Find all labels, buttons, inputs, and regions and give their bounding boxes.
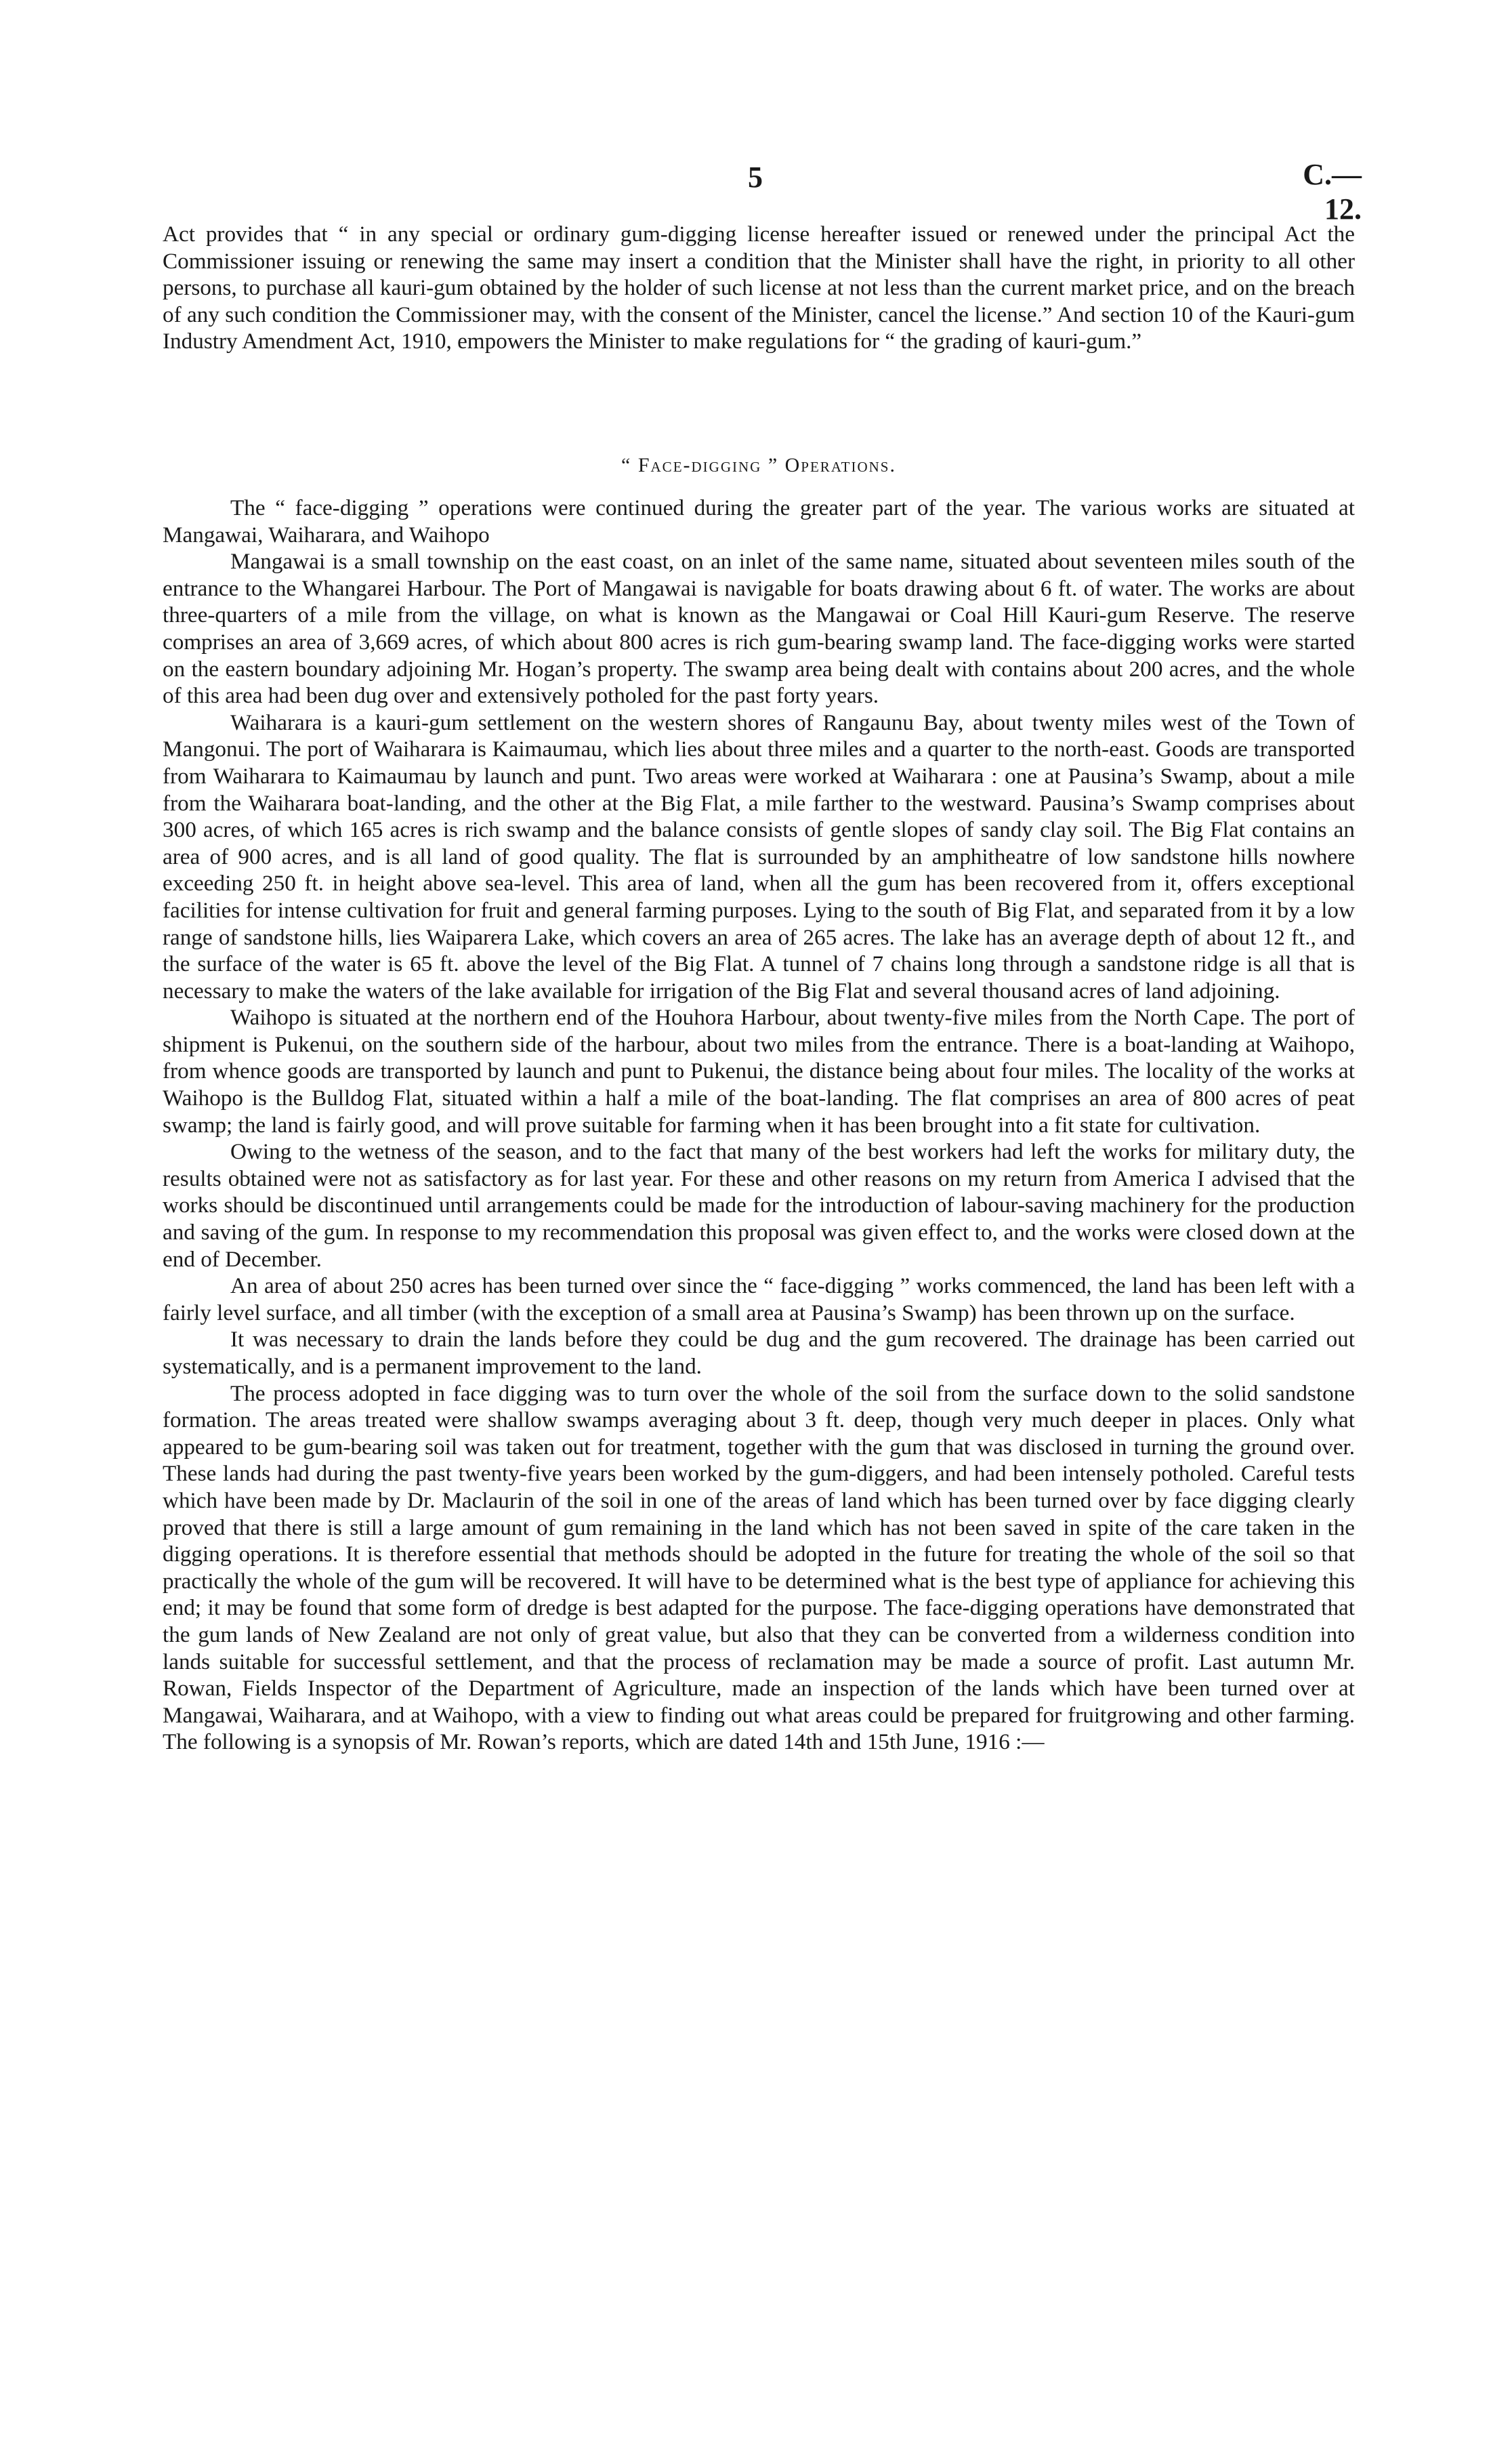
section-heading: “ Face-digging ” Operations. (621, 454, 896, 476)
paragraph-drainage: It was necessary to drain the lands before they could be dug and the gum recovered. The drainage has been carried out systematically, and is a permanent improvement to the land. (163, 1327, 1355, 1379)
section-text-block (163, 495, 1355, 1756)
paragraph-season-results: Owing to the wetness of the season, and to the fact that many of the best workers had left the works for military duty, the results obtained were not as satisfactory as for last year. For these and other reasons on my return from America I advised that the works should be discontinued until arrangements could be made for the introduction of labour-saving machinery for the production and saving of the gum. In response to my recommendation this proposal was given effect to, and the works were closed down at the end of December. (163, 1139, 1355, 1272)
document-reference: C.—12. (1303, 158, 1362, 226)
paragraph-mangawai: Mangawai is a small township on the east coast, on an inlet of the same name, situated about seventeen miles south of the entrance to the Whangarei Harbour. The Port of Mangawai is navigable for boats drawing about 6 ft. of water. The works are about three-quarters of a mile from the village, on what is known as the Mangawai or Coal Hill Kauri-gum Reserve. The reserve comprises an area of 3,669 acres, of which about 800 acres is rich gum-bearing swamp land. The face-digging works were started on the eastern boundary adjoining Mr. Hogan’s property. The swamp area being dealt with contains about 200 acres, and the whole of this area had been dug over and extensively potholed for the past forty years. (163, 549, 1355, 709)
paragraph-operations-overview: The “ face-digging ” operations were continued during the greater part of the year. The various works are situated at Mangawai, Waiharara, and Waihopo (163, 495, 1355, 548)
page-number: 5 (748, 161, 763, 194)
paragraph-waihopo: Waihopo is situated at the northern end of the Houhora Harbour, about twenty-five miles from the North Cape. The port of shipment is Pukenui, on the southern side of the harbour, about two miles from the entrance. There is a boat-landing at Waihopo, from whence goods are transported by launch and punt to Pukenui, the distance being about four miles. The locality of the works at Waihopo is the Bulldog Flat, situated within a half a mile of the boat-landing. The flat comprises an area of 800 acres of peat swamp; the land is fairly good, and will prove suitable for farming when it has been brought into a fit state for cultivation. (163, 1005, 1355, 1138)
paragraph-process: The process adopted in face digging was to turn over the whole of the soil from the surface down to the solid sandstone formation. The areas treated were shallow swamps averaging about 3 ft. deep, though very much deeper in places. Only what appeared to be gum-bearing soil was taken out for treatment, together with the gum that was disclosed in turning the ground over. These lands had during the past twenty-five years been worked by the gum-diggers, and had been intensely potholed. Careful tests which have been made by Dr. Maclaurin of the soil in one of the areas of land which has been turned over by face digging clearly proved that there is still a large amount of gum remaining in the land which has not been saved in spite of the care taken in the digging operations. It is therefore essential that methods should be adopted in the future for treating the whole of the soil so that practically the whole of the gum will be recovered. It will have to be determined what is the best type of appliance for achieving this end; it may be found that some form of dredge is best adapted for the purpose. The face-digging operations have demonstrated that the gum lands of New Zealand are not only of great value, but also that they can be converted from a wilderness condition into lands suitable for successful settlement, and that the process of reclamation may be made a source of profit. Last autumn Mr. Rowan, Fields Inspector of the Department of Agriculture, made an inspection of the lands which have been turned over at Mangawai, Waiharara, and at Waihopo, with a view to finding out what areas could be prepared for fruitgrowing and other farming. The following is a synopsis of Mr. Rowan’s reports, which are dated 14th and 15th June, 1916 :— (163, 1380, 1355, 1755)
intro-text-block (163, 221, 1355, 355)
paragraph-act-provisions: Act provides that “ in any special or ordinary gum-digging license hereafter issued or renewed under the principal Act the Commissioner issuing or renewing the same may insert a condition that the Minister shall have the right, in priority to all other persons, to purchase all kauri-gum obtained by the holder of such license at not less than the current market price, and on the breach of any such condition the Commissioner may, with the consent of the Minister, cancel the license.” And section 10 of the Kauri-gum Industry Amendment Act, 1910, empowers the Minister to make regulations for “ the grading of kauri-gum.” (163, 222, 1355, 354)
paragraph-waiharara: Waiharara is a kauri-gum settlement on the western shores of Rangaunu Bay, about twenty miles west of the Town of Mangonui. The port of Waiharara is Kaimaumau, which lies about three miles and a quarter to the north-east. Goods are transported from Waiharara to Kaimaumau by launch and punt. Two areas were worked at Waiharara : one at Pausina’s Swamp, about a mile from the Waiharara boat-landing, and the other at the Big Flat, a mile farther to the westward. Pausina’s Swamp comprises about 300 acres, of which 165 acres is rich swamp and the balance consists of gentle slopes of sandy clay soil. The Big Flat contains an area of 900 acres, and is all land of good quality. The flat is surrounded by an amphitheatre of low sandstone hills nowhere exceeding 250 ft. in height above sea-level. This area of land, when all the gum has been recovered from it, offers exceptional facilities for intense cultivation for fruit and general farming purposes. Lying to the south of Big Flat, and separated from it by a low range of sandstone hills, lies Waiparera Lake, which covers an area of 265 acres. The lake has an average depth of about 12 ft., and the surface of the water is 65 ft. above the level of the Big Flat. A tunnel of 7 chains long through a sandstone ridge is all that is necessary to make the waters of the lake available for irrigation of the Big Flat and several thousand acres of land adjoining. (163, 709, 1355, 1004)
paragraph-area-turned: An area of about 250 acres has been turned over since the “ face-digging ” works commenced, the land has been left with a fairly level surface, and all timber (with the exception of a small area at Pausina’s Swamp) has been thrown up on the surface. (163, 1273, 1355, 1325)
